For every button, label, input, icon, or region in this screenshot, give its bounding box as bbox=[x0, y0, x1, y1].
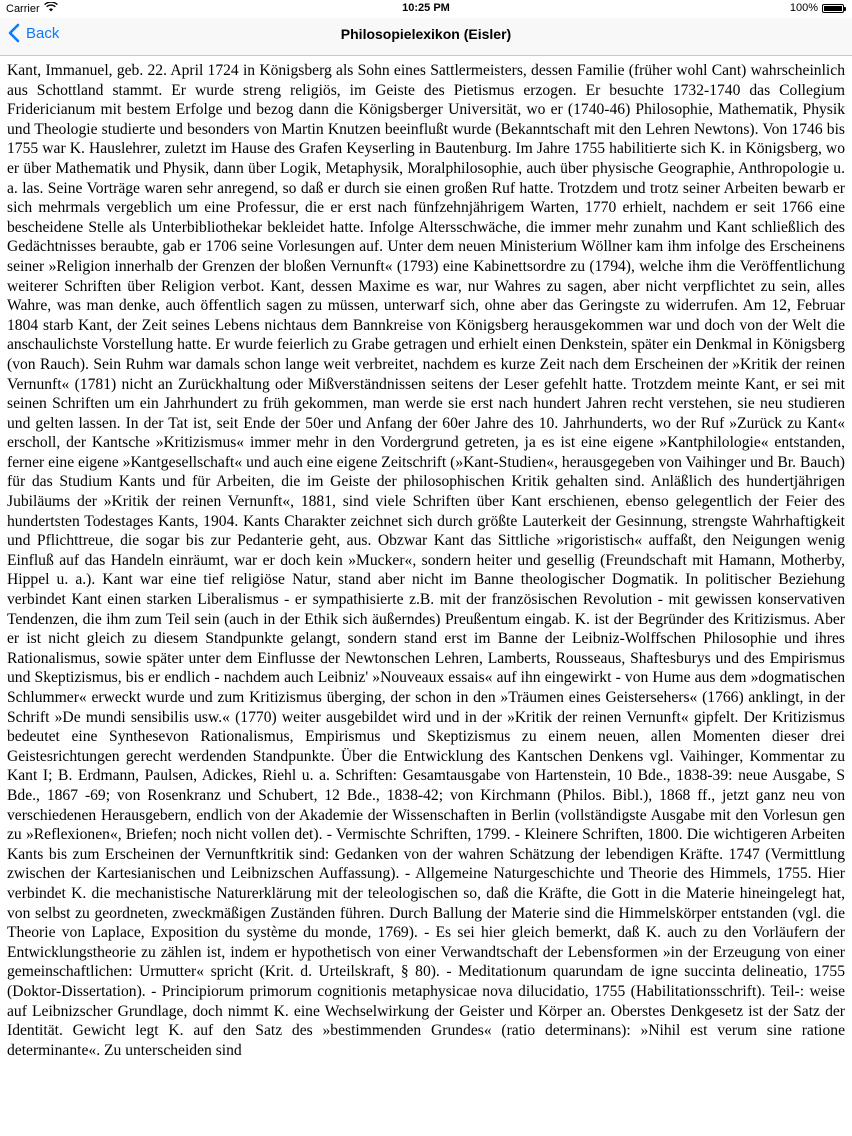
battery-percent: 100% bbox=[789, 2, 818, 14]
back-button-label: Back bbox=[26, 24, 60, 42]
status-right bbox=[790, 2, 844, 14]
battery-icon bbox=[822, 4, 844, 13]
navigation-bar bbox=[0, 18, 852, 56]
status-bar bbox=[0, 0, 852, 18]
page-title: Philosopielexikon (Eisler) bbox=[340, 26, 512, 42]
carrier-label: Carrier bbox=[6, 2, 40, 15]
article-body: Kant, Immanuel, geb. 22. April 1724 in Königsberg als Sohn eines Sattlermeisters, dessen Familie (früher wohl Cant) wahrscheinlich aus Schottland stammt. Er wurde streng religiös, im Geiste des Pietismus erzogen. Er besuchte 1732-1740 das Collegium Fridericianum mit bestem Erfolge und bezog dann die Königsberger Universität, wo er (1740-46) Philosophie, Mathematik, Physik und Theologie studierte und besonders von Martin Knutzen beeinflußt wurde (Bekanntschaft mit den Lehren Newtons). Von 1746 bis 1755 war K. Hauslehrer, zuletzt im Hause des Grafen Keyserling in Bautenburg. Im Jahre 1755 habilitierte sich K. in Königsberg, wo er über Mathematik und Physik, dann über Logik, Metaphysik, Moralphilosophie, auch über physische Geographie, Anthropologie u. a. las. Seine Vorträge waren sehr anregend, so daß er durch sie einen großen Ruf hatte. Trotzdem und trotz seiner Arbeiten bewarb er sich mehrmals vergeblich um eine Professur, die er erst nach fünfzehnjährigem Warten, 1770 erhielt, nachdem er seit 1766 eine bescheidene Stelle als Unterbibliothekar bekleidet hatte. Infolge Altersschwäche, die immer mehr zunahm und Kant schließlich des Gedächtnisses beraubte, gab er 1706 seine Vorlesungen auf. Unter dem neuen Ministerium Wöllner kam ihm infolge des Erscheinens seiner »Religion innerhalb der Grenzen der bloßen Vernunft« (1793) eine Kabinettsordre zu (1794), welche ihm die Veröffentlichung weiterer Schriften über Religion verbot. Kant, dessen Maxime es war, nur Wahres zu sagen, aber nicht verpflichtet zu sein, alles Wahre, was man denke, auch öffentlich sagen zu müssen, unterwarf sich, ohne aber das Geringste zu widerrufen. Am 12, Februar 1804 starb Kant, der Zeit seines Lebens nichtaus dem Bannkreise von Königsberg herausgekommen war und doch von der Welt die anschaulichste Vorstellung hatte. Er wurde feierlich zu Grabe getragen und erhielt einen Denkstein, später ein Denkmal in Königsberg (von Rauch). Sein Ruhm war damals schon lange weit verbreitet, nachdem es kurze Zeit nach dem Erscheinen der »Kritik der reinen Vernunft« (1781) nicht an Zurückhaltung oder Mißverständnissen seitens der Leser gefehlt hatte. Trotzdem meinte Kant, er sei mit seinen Schriften um ein Jahrhundert zu früh gekommen, man werde sie erst nach hundert Jahren recht verstehen, sie neu studieren und gelten lassen. In der Tat ist, seit Ende der 50er und Anfang der 60er Jahre des 10. Jahrhunderts, wo der Ruf »Zurück zu Kant« erscholl, der Kantsche »Kritizismus« immer mehr in den Vordergrund getreten, ja es ist eine eigene »Kantphilologie« entstanden, ferner eine eigene »Kantgesellschaft« und auch eine eigene Zeitschrift (»Kant-Studien«, herausgegeben von Vaihinger und Br. Bauch) für das Studium Kants und für Arbeiten, die im Geiste der philosophischen Kritik gehalten sind. Anläßlich des hundertjährigen Jubiläums der »Kritik der reinen Vernunft«, 1881, sind viele Schriften über Kant erschienen, ebenso gelegentlich der Feier des hundertsten Todestages Kants, 1904. Kants Charakter zeichnet sich durch größte Lauterkeit der Gesinnung, strengste Wahrhaftigkeit und Pflichttreue, die sogar bis zur Pedanterie geht, aus. Obzwar Kant das Sittliche »rigoristisch« auffaßt, den Neigungen wenig Einfluß auf das Handeln einräumt, war er doch kein »Mucker«, sondern heiter und gesellig (Freundschaft mit Hamann, Motherby, Hippel u. a.). Kant war eine tief religiöse Natur, stand aber nicht im Banne theologischer Dogmatik. In politischer Beziehung verbindet Kant einen starken Liberalismus - er sympathisierte z.B. mit der französischen Revolution - mit gewissen konservativen Tendenzen, die ihm zum Teil sein (auch in der Ethik sich äußerndes) Preußentum eingab. K. ist der Begründer des Kritizismus. Aber er ist nicht gleich zu diesem Standpunkte gelangt, sondern stand erst im Banne der Leibniz-Wolffschen Philosophie und ihres Rationalismus, sowie später unter dem Einflusse der Newtonschen Lehren, Lamberts, Rousseaus, Shaftesburys und des Empirismus und Skeptizismus, bis er endlich - nachdem auch Leibniz' »Nouveaux essais« auf ihn eingewirkt - von Hume aus dem »dogmatischen Schlummer« erweckt wurde und zum Kritizismus überging, der schon in den »Träumen eines Geistersehers« (1766) anklingt, in der Schrift »De mundi sensibilis usw.« (1770) weiter ausgebildet wird und in der »Kritik der reinen Vernunft« gipfelt. Der Kritizismus bedeutet eine Synthesevon Rationalismus, Empirismus und Skeptizismus zu einem neuen, allen Momenten dieser drei Geistesrichtungen gerecht werdenden Standpunkte. Über die Entwicklung des Kantschen Denkens vgl. Vaihinger, Kommentar zu Kant I; B. Erdmann, Paulsen, Adickes, Riehl u. a. Schriften: Gesamtausgabe von Hartenstein, 10 Bde., 1838-39: neue Ausgabe, S Bde., 1867 -69; von Rosenkranz und Schubert, 12 Bde., 1838-42; von Kirchmann (Philos. Bibl.), 1868 ff., jetzt ganz neu von verschiedenen Herausgebern, endlich von der Akademie der Wissenschaften in Berlin (vollständigste Ausgabe mit den Vorlesun gen zu »Reflexionen«, Briefen; noch nicht vollen det). - Vermischte Schriften, 1799. - Kleinere Schriften, 1800. Die wichtigeren Arbeiten Kants bis zum Erscheinen der Vernunftkritik sind: Gedanken von der wahren Schätzung der lebendigen Kräfte. 1747 (Vermittlung zwischen der Kartesianischen und Leibnizschen Auffassung). - Allgemeine Naturgeschichte und Theorie des Himmels, 1755. Hier verbindet K. die mechanistische Naturerklärung mit der teleologischen so, daß die Kräfte, die Gott in die Materie hineingelegt hat, von selbst zu geordneten, zweckmäßigen Zuständen führen. Durch Ballung der Materie sind die Himmelskörper entstanden (vgl. die Theorie von Laplace, Exposition du système du monde, 1769). - Es sei hier gleich bemerkt, daß K. auch zu den Vorläufern der Entwicklungstheorie zu zählen ist, indem er hypothetisch von einer Verwandtschaft der Lebensformen »in der Erzeugung von einer gemeinschaftlichen: Urmutter« spricht (Krit. d. Urteilskraft, § 80). - Meditationum quarundam de igne succinta delineatio, 1755 (Doktor-Dissertation). - Principiorum primorum cognitionis metaphysicae nova dilucidatio, 1755 (Habilitationsschrift). Teil-: weise auf Leibnizscher Grundlage, doch nimmt K. eine Wechselwirkung der Geister und Körper an. Oberstes Denkgesetz ist der Satz der Identität. Gewicht legt K. auf den Satz des »bestimmenden Grundes« (ratio determinans): »Nihil est verum sine ratione determinante«. Zu unterscheiden sind bbox=[7, 62, 845, 1059]
status-time: 10:25 PM bbox=[402, 2, 450, 14]
